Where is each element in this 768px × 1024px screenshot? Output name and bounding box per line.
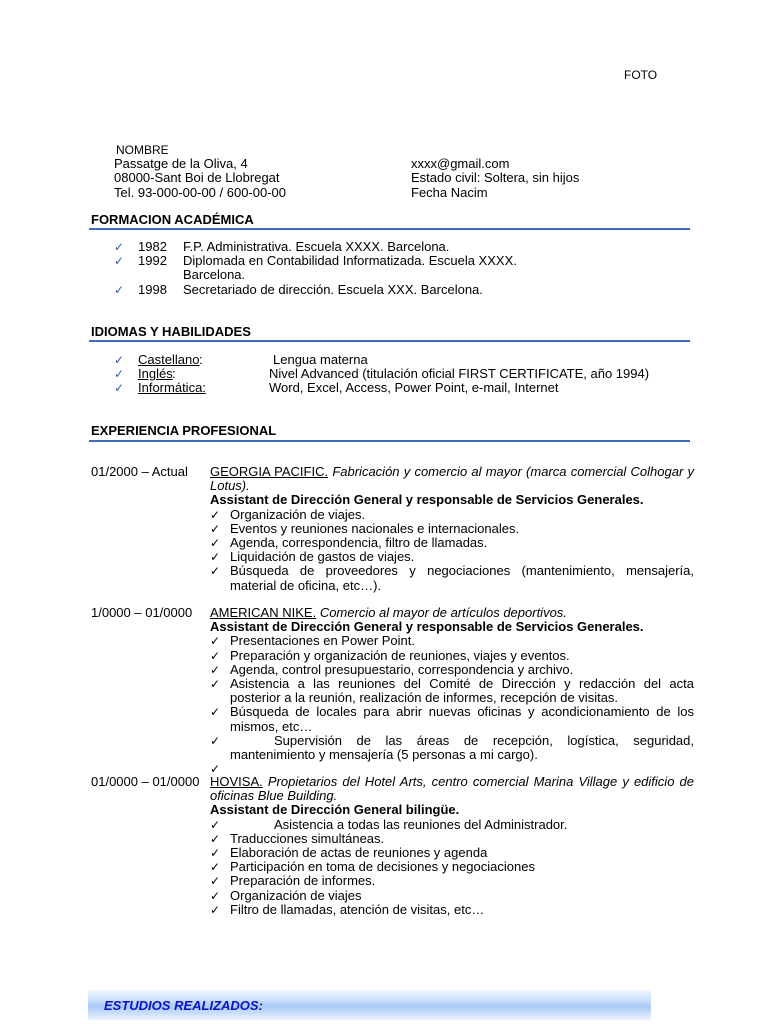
checkmark-icon: ✓: [114, 254, 125, 268]
phone-number: Tel. 93-000-00-00 / 600-00-00: [114, 184, 287, 200]
task-list: [210, 508, 694, 593]
task-item: [210, 846, 694, 860]
checkmark-icon: ✓: [210, 536, 221, 551]
task-item: [210, 874, 694, 888]
task-item: [210, 663, 694, 677]
skill-name: Informática:: [138, 380, 206, 395]
checkmark-icon: ✓: [210, 705, 221, 720]
checkmark-icon: ✓: [210, 564, 221, 579]
experience-section-title: EXPERIENCIA PROFESIONAL: [91, 423, 277, 438]
studies-section-banner: [88, 990, 651, 1020]
language-level: Lengua materna: [273, 352, 368, 367]
checkmark-icon: ✓: [210, 648, 221, 663]
task-text: Preparación de informes.: [230, 873, 376, 889]
job-role: Assistant de Dirección General y responsable de Servicios Generales.: [210, 619, 644, 635]
task-text: Agenda, correspondencia, filtro de llamadas.: [230, 535, 488, 551]
task-text: Filtro de llamadas, atención de visitas, etc…: [230, 901, 485, 917]
checkmark-icon: ✓: [210, 521, 221, 536]
task-text: Preparación y organización de reuniones, viajes y eventos.: [230, 647, 570, 663]
job-company-line: [210, 465, 694, 493]
task-item: [210, 705, 694, 733]
checkmark-icon: ✓: [210, 733, 221, 748]
address-line-1: Passatge de la Oliva, 4: [114, 156, 248, 171]
contact-personal-block: [411, 157, 579, 200]
languages-section-title: IDIOMAS Y HABILIDADES: [91, 324, 251, 339]
checkmark-icon: ✓: [210, 860, 221, 875]
company-description: Comercio al mayor de artículos deportivos.: [319, 605, 567, 620]
checkmark-icon: ✓: [114, 283, 125, 297]
education-year: 1992: [138, 253, 167, 268]
email-address[interactable]: xxxx@gmail.com: [411, 156, 510, 171]
task-text: Participación en toma de decisiones y negociaciones: [230, 859, 535, 875]
checkmark-icon: ✓: [210, 888, 221, 903]
education-section-title: FORMACION ACADÉMICA: [91, 212, 254, 227]
checkmark-icon: ✓: [210, 662, 221, 677]
checkmark-icon: ✓: [210, 902, 221, 917]
education-year: 1982: [138, 239, 167, 254]
checkmark-icon: ✓: [114, 240, 125, 254]
civil-status: Estado civil: Soltera, sin hijos: [411, 170, 580, 186]
company-description: Fabricación y comercio al mayor (marca comercial Colhogar y Lotus).: [210, 464, 694, 494]
task-text: [230, 734, 694, 762]
task-text: Organización de viajes.: [230, 506, 366, 522]
birth-date: Fecha Nacim: [411, 184, 488, 200]
task-item: [210, 903, 694, 917]
experience-divider: [89, 440, 690, 442]
company-name: HOVISA.: [210, 774, 263, 789]
language-name: Inglés: [138, 366, 173, 381]
company-description: Propietarios del Hotel Arts, centro comercial Marina Village y edificio de oficinas Blue Building.: [210, 774, 694, 804]
task-item: [210, 734, 694, 762]
job-date-range: 01/2000 – Actual: [91, 464, 188, 479]
language-name-colon: :: [199, 352, 203, 367]
checkmark-icon: ✓: [210, 550, 221, 565]
task-list: [210, 818, 694, 917]
education-divider: [89, 228, 690, 230]
checkmark-icon: ✓: [210, 831, 221, 846]
task-item: [210, 818, 694, 832]
task-text: Eventos y reuniones nacionales e internacionales.: [230, 520, 520, 536]
job-date-range: 01/0000 – 01/0000: [91, 774, 200, 789]
task-text: Traducciones simultáneas.: [230, 830, 385, 846]
company-name: AMERICAN NIKE.: [210, 605, 317, 620]
task-text: Asistencia a todas las reuniones del Administrador.: [274, 816, 568, 832]
task-item: [210, 860, 694, 874]
checkmark-icon: ✓: [210, 634, 221, 649]
language-name: Castellano: [138, 352, 200, 367]
contact-address-block: [114, 157, 286, 200]
education-description: F.P. Administrativa. Escuela XXXX. Barcelona.: [183, 239, 450, 254]
address-line-2: 08000-Sant Boi de Llobregat: [114, 170, 280, 186]
job-company-line: [210, 775, 694, 803]
name-label: NOMBRE: [116, 143, 169, 157]
task-list: [210, 634, 694, 776]
task-item: [210, 889, 694, 903]
checkmark-icon: ✓: [210, 762, 221, 777]
photo-placeholder-label: FOTO: [624, 68, 658, 82]
company-name: GEORGIA PACIFIC.: [210, 464, 329, 479]
languages-divider: [89, 340, 690, 342]
task-item: [210, 522, 694, 536]
task-item: [210, 832, 694, 846]
checkmark-icon: ✓: [210, 507, 221, 522]
task-item: [210, 677, 694, 705]
job-role: Assistant de Dirección General y responsable de Servicios Generales.: [210, 492, 644, 508]
task-text: Organización de viajes: [230, 887, 362, 903]
job-entry: [210, 775, 694, 917]
education-description: Diplomada en Contabilidad Informatizada. Escuela XXXX.: [183, 253, 517, 268]
education-description-continued: Barcelona.: [183, 267, 246, 282]
checkmark-icon: ✓: [210, 874, 221, 889]
studies-section-title: ESTUDIOS REALIZADOS:: [104, 998, 263, 1013]
job-role: Assistant de Dirección General bilingüe.: [210, 802, 460, 818]
task-item: [210, 508, 694, 522]
task-text: Búsqueda de proveedores y negociaciones (mantenimiento, mensajería, material de oficina, etc…).: [230, 563, 694, 593]
task-text-content: Supervisión de las áreas de recepción, logística, seguridad, mantenimiento y mensajería (5 personas a mi cargo).: [230, 732, 694, 763]
task-text: Liquidación de gastos de viajes.: [230, 549, 415, 565]
checkmark-icon: ✓: [210, 817, 221, 832]
task-text: Elaboración de actas de reuniones y agenda: [230, 845, 488, 861]
language-name-colon: :: [172, 366, 176, 381]
task-text: Presentaciones en Power Point.: [230, 633, 415, 649]
language-level: Nivel Advanced (titulación oficial FIRST CERTIFICATE, año 1994): [269, 366, 650, 381]
job-entry: [210, 606, 694, 776]
task-item: [210, 649, 694, 663]
task-item: [210, 564, 694, 592]
education-year: 1998: [138, 282, 167, 297]
skill-detail: Word, Excel, Access, Power Point, e-mail, Internet: [269, 380, 559, 395]
checkmark-icon: ✓: [114, 353, 125, 367]
education-description: Secretariado de dirección. Escuela XXX. Barcelona.: [183, 282, 483, 297]
checkmark-icon: ✓: [114, 367, 125, 381]
checkmark-icon: ✓: [210, 846, 221, 861]
task-text: Búsqueda de locales para abrir nuevas oficinas y acondicionamiento de los mismos, etc…: [230, 704, 694, 734]
task-item: [210, 536, 694, 550]
checkmark-icon: ✓: [114, 381, 125, 395]
checkmark-icon: ✓: [210, 677, 221, 692]
job-date-range: 1/0000 – 01/0000: [91, 605, 193, 620]
task-item: [210, 550, 694, 564]
task-text: Agenda, control presupuestario, correspondencia y archivo.: [230, 661, 574, 677]
job-company-line: [210, 606, 694, 620]
job-entry: [210, 465, 694, 593]
task-item: [210, 634, 694, 648]
task-text: Asistencia a las reuniones del Comité de Dirección y redacción del acta posterior a la reunión, realización de informes, recepción de visitas.: [230, 676, 694, 706]
